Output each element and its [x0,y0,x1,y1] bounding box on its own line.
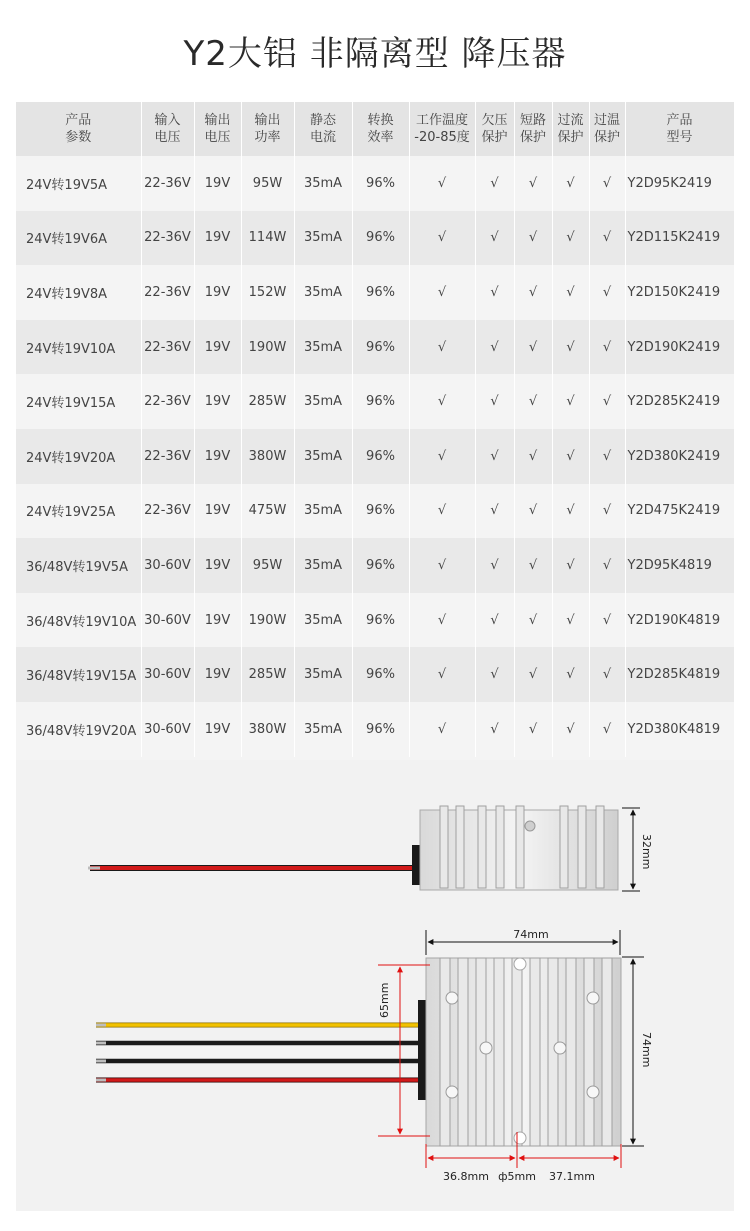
height-side-label: 32mm [640,834,653,870]
table-cell: √ [589,211,625,266]
column-header-line: 保护 [519,130,546,145]
table-cell: √ [475,429,514,484]
table-cell: √ [552,538,589,593]
table-cell: 22-36V [141,265,194,320]
table-cell: 19V [194,484,241,539]
table-cell: √ [409,647,475,702]
table-cell: 30-60V [141,702,194,757]
column-header-line: 电流 [309,130,336,145]
product-param-cell: 24V转19V8A [16,265,141,320]
model-cell: Y2D95K2419 [625,156,734,211]
column-header-line: 输出 [204,113,231,128]
product-param-cell: 24V转19V25A [16,484,141,539]
table-cell: 19V [194,702,241,757]
table-row [16,265,734,320]
table-cell: 96% [352,156,409,211]
table-cell: √ [589,429,625,484]
table-cell: 19V [194,265,241,320]
product-param-cell: 24V转19V15A [16,374,141,429]
table-cell: √ [475,647,514,702]
table-cell: 96% [352,211,409,266]
model-cell: Y2D95K4819 [625,538,734,593]
hole-spacing-label: 65mm [378,982,391,1018]
column-header-line: 保护 [593,130,620,145]
model-cell: Y2D150K2419 [625,265,734,320]
product-param-cell: 36/48V转19V5A [16,538,141,593]
table-cell: 96% [352,647,409,702]
column-header [241,102,294,156]
column-header-line: 保护 [481,130,508,145]
table-row [16,211,734,266]
table-cell: 22-36V [141,374,194,429]
table-cell: 475W [241,484,294,539]
table-cell: √ [514,538,552,593]
table-cell: √ [552,484,589,539]
table-cell: √ [409,156,475,211]
table-cell: √ [409,320,475,375]
product-param-cell: 24V转19V5A [16,156,141,211]
table-cell: √ [589,320,625,375]
table-cell: 30-60V [141,593,194,648]
model-cell: Y2D475K2419 [625,484,734,539]
table-cell: √ [409,593,475,648]
table-cell: 35mA [294,265,352,320]
hole-diameter-label: ф5mm [498,1170,536,1183]
table-cell: √ [589,484,625,539]
column-header-line: 功率 [254,130,281,145]
table-cell: √ [514,593,552,648]
table-cell: 22-36V [141,484,194,539]
column-header [194,102,241,156]
column-header-line: 静态 [309,113,336,128]
table-cell: √ [589,374,625,429]
table-row [16,156,734,211]
table-cell: √ [475,265,514,320]
column-header [294,102,352,156]
table-cell: 22-36V [141,320,194,375]
table-cell: √ [409,484,475,539]
table-cell: 35mA [294,593,352,648]
table-cell: √ [552,429,589,484]
table-cell: √ [514,320,552,375]
table-cell: 22-36V [141,156,194,211]
side-view [88,806,653,891]
table-cell: √ [589,156,625,211]
table-cell: 19V [194,156,241,211]
table-row [16,538,734,593]
table-cell: √ [409,538,475,593]
table-row [16,374,734,429]
product-param-cell: 24V转19V10A [16,320,141,375]
table-cell: 35mA [294,538,352,593]
table-cell: 19V [194,320,241,375]
product-param-cell: 36/48V转19V15A [16,647,141,702]
table-cell: 285W [241,647,294,702]
table-cell: √ [475,702,514,757]
table-cell: √ [475,156,514,211]
column-header-line: 保护 [557,130,584,145]
table-cell: √ [514,211,552,266]
table-cell: √ [552,320,589,375]
table-cell: 96% [352,702,409,757]
table-cell: 19V [194,647,241,702]
model-cell: Y2D285K2419 [625,374,734,429]
table-cell: 19V [194,374,241,429]
product-param-cell: 24V转19V20A [16,429,141,484]
table-cell: √ [409,211,475,266]
table-cell: 380W [241,702,294,757]
column-header-line: 产品 [666,113,693,128]
table-cell: 22-36V [141,211,194,266]
table-cell: √ [514,702,552,757]
table-cell: 35mA [294,429,352,484]
table-cell: √ [514,265,552,320]
column-header-line: 短路 [519,113,546,128]
table-cell: 96% [352,374,409,429]
left-offset-label: 36.8mm [443,1170,489,1183]
table-cell: 380W [241,429,294,484]
model-cell: Y2D190K2419 [625,320,734,375]
column-header-line: 输出 [254,113,281,128]
table-cell: 114W [241,211,294,266]
table-cell: 19V [194,429,241,484]
column-header [409,102,475,156]
table-cell: √ [409,429,475,484]
width-top-label: 74mm [513,928,549,941]
product-param-cell: 36/48V转19V10A [16,593,141,648]
table-cell: √ [475,374,514,429]
table-cell: √ [475,484,514,539]
table-cell: 96% [352,593,409,648]
table-cell: √ [409,702,475,757]
column-header-line: 电压 [154,130,181,145]
column-header-line: 欠压 [481,113,508,128]
height-front-label: 74mm [640,1032,653,1068]
table-row [16,702,734,757]
table-cell: 35mA [294,647,352,702]
product-param-cell: 36/48V转19V20A [16,702,141,757]
table-cell: √ [589,647,625,702]
column-header-line: 效率 [367,130,394,145]
table-cell: 30-60V [141,538,194,593]
table-cell: √ [589,265,625,320]
table-cell: 35mA [294,484,352,539]
table-cell: √ [409,374,475,429]
table-cell: √ [475,538,514,593]
table-row [16,593,734,648]
table-cell: 95W [241,538,294,593]
table-cell: 35mA [294,702,352,757]
table-cell: √ [475,593,514,648]
table-cell: √ [552,593,589,648]
table-cell: 35mA [294,320,352,375]
table-cell: 285W [241,374,294,429]
side-screw [525,821,535,831]
table-cell: 96% [352,265,409,320]
table-cell: 152W [241,265,294,320]
table-cell: √ [514,374,552,429]
table-header-row [16,102,734,156]
table-cell: √ [589,538,625,593]
table-cell: 19V [194,538,241,593]
column-header-line: 参数 [65,130,92,145]
table-cell: 35mA [294,374,352,429]
spec-table [16,102,735,771]
table-cell: 19V [194,211,241,266]
table-cell: √ [589,702,625,757]
model-cell: Y2D190K4819 [625,593,734,648]
right-offset-label: 37.1mm [549,1170,595,1183]
product-param-cell: 24V转19V6A [16,211,141,266]
table-cell: √ [552,156,589,211]
front-view [96,928,653,1183]
side-cable-grommet [412,845,420,885]
model-cell: Y2D115K2419 [625,211,734,266]
column-header [16,102,141,156]
column-header [352,102,409,156]
table-cell: 35mA [294,211,352,266]
table-row [16,320,734,375]
column-header-line: 型号 [666,130,693,145]
table-cell: √ [409,265,475,320]
table-cell: √ [475,211,514,266]
model-cell: Y2D285K4819 [625,647,734,702]
column-header-line: 产品 [65,113,92,128]
table-cell: √ [514,647,552,702]
wire-tips [96,1025,106,1080]
dimension-diagram [0,760,750,1231]
table-cell: √ [514,429,552,484]
table-cell: 22-36V [141,429,194,484]
table-cell: 30-60V [141,647,194,702]
table-row [16,484,734,539]
table-cell: √ [475,320,514,375]
column-header-line: 过流 [557,113,584,128]
table-cell: 19V [194,593,241,648]
table-cell: 190W [241,320,294,375]
table-cell: √ [552,211,589,266]
table-cell: 96% [352,538,409,593]
column-header-line: 工作温度 [415,113,468,128]
table-cell: 190W [241,593,294,648]
table-cell: 96% [352,320,409,375]
column-header-line: -20-85度 [414,130,470,145]
column-header-line: 电压 [204,130,231,145]
table-cell: √ [589,593,625,648]
table-cell: 96% [352,429,409,484]
table-cell: 95W [241,156,294,211]
column-header [514,102,552,156]
model-cell: Y2D380K2419 [625,429,734,484]
column-header-line: 输入 [154,113,181,128]
table-cell: √ [552,374,589,429]
column-header [475,102,514,156]
table-cell: √ [514,156,552,211]
column-header [141,102,194,156]
column-header-line: 转换 [367,113,394,128]
model-cell: Y2D380K4819 [625,702,734,757]
table-cell: 35mA [294,156,352,211]
table-cell: √ [514,484,552,539]
page-title: Y2大铝 非隔离型 降压器 [183,34,567,74]
table-cell: √ [552,647,589,702]
table-cell: 96% [352,484,409,539]
table-row [16,429,734,484]
table-cell: √ [552,265,589,320]
column-header [589,102,625,156]
column-header [552,102,589,156]
table-row [16,647,734,702]
column-header-line: 过温 [593,113,620,128]
column-header [625,102,734,156]
table-cell: √ [552,702,589,757]
